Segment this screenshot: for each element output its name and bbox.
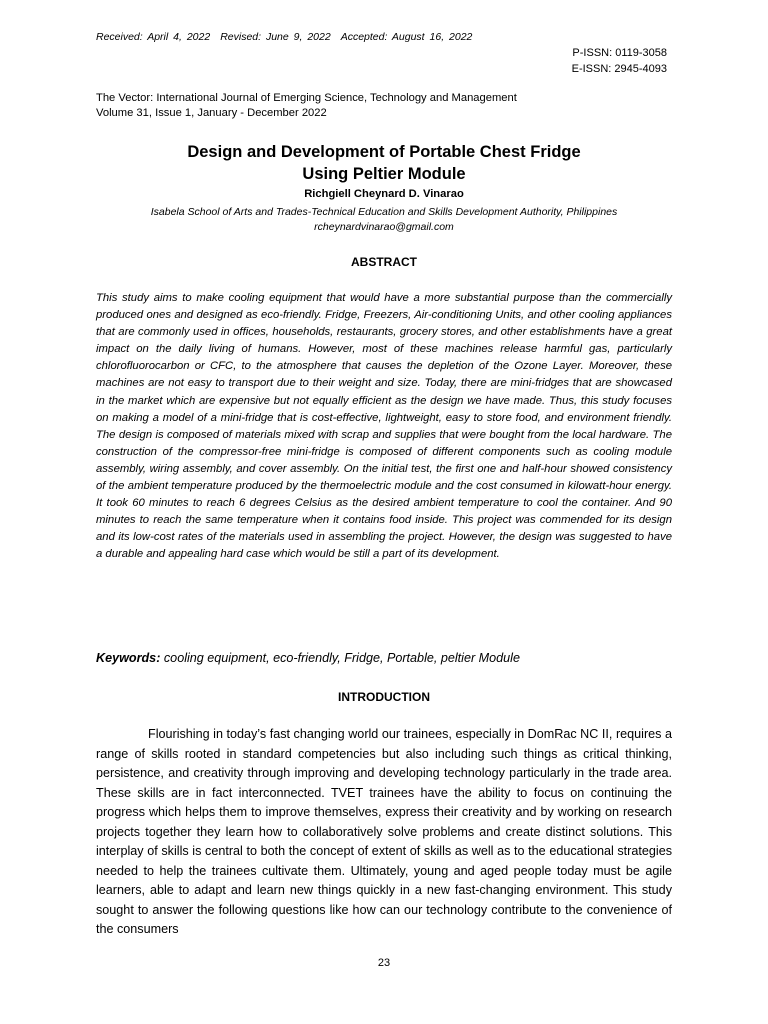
revised-date: Revised: June 9, 2022: [220, 31, 331, 43]
submission-dates: [96, 31, 472, 43]
journal-name: The Vector: International Journal of Emerging Science, Technology and Management: [96, 92, 517, 104]
paper-title: [0, 141, 768, 185]
keywords-label: Keywords:: [96, 651, 161, 665]
accepted-date: Accepted: August 16, 2022: [340, 31, 473, 43]
page-number: 23: [377, 957, 391, 969]
author-name: Richgiell Cheynard D. Vinarao: [304, 188, 464, 200]
abstract-text: This study aims to make cooling equipment that would have a more substantial purpose than the commercially produced ones and designed as eco-friendly. Fridge, Freezers, Air-conditioning Units, and other cooling appliances that are commonly used in offices, households, restaurants, grocery stores, and other establishments have a great impact on the daily living of humans. However, most of these machines release harmful gas, particularly chlorofluorocarbon or CFC, to the atmosphere that causes the depletion of the Ozone Layer. Moreover, these machines are not easy to transport due to their weight and size. Today, there are mini-fridges that are showcased in the market which are expensive but not equally efficient as the design we have made. Thus, this study focuses on making a model of a mini-fridge that is cost-effective, lightweight, easy to store food, and environment friendly. The design is composed of materials mixed with scrap and supplies that were bought from the local hardware. The construction of the compressor-free mini-fridge is composed of different components such as cooling module assembly, wiring assembly, and cover assembly. On the initial test, the first one and half-hour showed consistency of the ambient temperature produced by the thermoelectric module and the cost consumed in kilowatt-hour energy. It took 60 minutes to reach 6 degrees Celsius as the desired ambient temperature to cool the container. And 90 minutes to reach the same temperature when it contains food inside. This project was commended for its design and its low-cost rates of the materials used in assembling the project. However, the design was suggested to have a durable and appealing hard case which would be still a part of its development.: [96, 292, 672, 561]
journal-volume: Volume 31, Issue 1, January - December 2022: [96, 107, 327, 119]
journal-info: [96, 91, 517, 121]
e-issn: E-ISSN: 2945-4093: [571, 63, 667, 75]
introduction-text: Flourishing in today’s fast changing world our trainees, especially in DomRac NC II, requires a range of skills rooted in standard competencies but also including such things as critical thinking, persistence, and creativity through improving and developing technology particularly in the trade area. These skills are in fact interconnected. TVET trainees have the ability to focus on continuing the progress which helps them to improve themselves, express their creativity and by working on research projects together they learn how to collaboratively solve problems and create distinct solutions. This interplay of skills is central to both the concept of extent of skills as well as to the educational strategies needed to help the trainees cultivate them. Ultimately, young and aged people today must be agile learners, able to adapt and learn new things quickly in a new fast-changing environment. This study sought to answer the following questions like how can our technology contribute to the convenience of the consumers: [96, 727, 672, 936]
abstract-heading: ABSTRACT: [351, 255, 417, 269]
paper-title-line-2: Using Peltier Module: [302, 165, 466, 183]
received-date: Received: April 4, 2022: [96, 31, 211, 43]
p-issn: P-ISSN: 0119-3058: [572, 47, 667, 59]
author-affiliation: Isabela School of Arts and Trades-Technical Education and Skills Development Authority, Philippines: [150, 206, 618, 218]
issn-block: [572, 45, 667, 77]
author-affiliation-block: [0, 205, 768, 235]
keywords-list: cooling equipment, eco-friendly, Fridge, Portable, peltier Module: [160, 651, 520, 665]
author-email: rcheynardvinarao@gmail.com: [314, 221, 454, 233]
paper-title-line-1: Design and Development of Portable Chest Fridge: [187, 143, 581, 161]
keywords: [96, 651, 520, 665]
introduction-heading: INTRODUCTION: [338, 690, 430, 704]
